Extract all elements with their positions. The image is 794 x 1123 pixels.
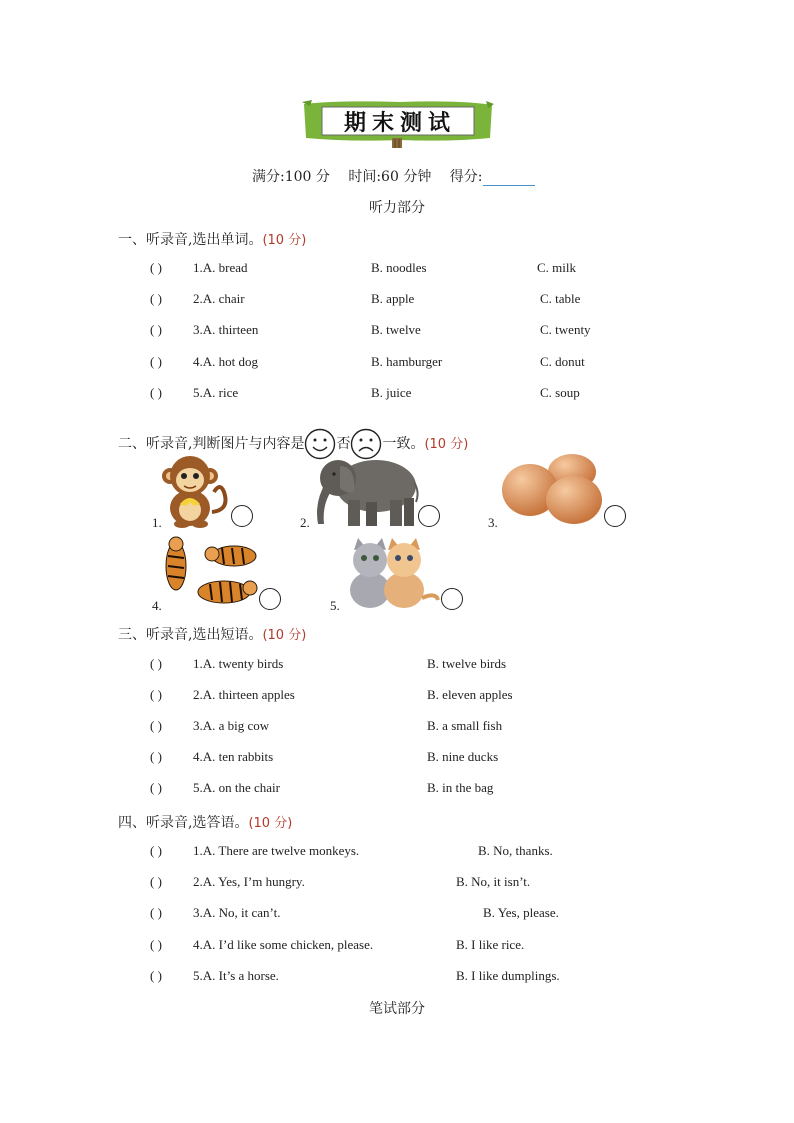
answer-circle-5[interactable]: [441, 588, 463, 610]
picture-item-4-number: 4.: [152, 598, 162, 613]
answer-bracket[interactable]: ( ): [150, 843, 162, 858]
picture-item-5-number: 5.: [330, 598, 340, 613]
option-q: 1.A. bread: [193, 260, 248, 275]
option-c: C. donut: [540, 353, 585, 369]
section-4-heading: 四、听录音,选答语。(10 分): [118, 815, 293, 831]
section-1-heading: 一、听录音,选出单词。(10 分): [118, 232, 307, 248]
option-b: B. twelve: [371, 322, 421, 338]
option-b: B. eleven apples: [427, 687, 513, 702]
answer-bracket[interactable]: ( ): [150, 780, 162, 795]
picture-item-1-number: 1.: [152, 515, 162, 530]
answer-bracket[interactable]: ( ): [150, 353, 162, 369]
score-blank[interactable]: [483, 171, 535, 186]
option-q: 4.A. ten rabbits: [193, 749, 274, 764]
option-b: B. hamburger: [371, 353, 443, 369]
time-limit: 时间:60 分钟: [348, 169, 432, 185]
monkey-image: [160, 452, 232, 528]
option-q: 2.A. chair: [193, 291, 245, 307]
answer-bracket[interactable]: ( ): [150, 384, 162, 400]
option-q: 5.A. on the chair: [193, 780, 281, 795]
option-q: 3.A. thirteen: [193, 322, 259, 338]
answer-bracket[interactable]: ( ): [150, 656, 162, 671]
answer-circle-1[interactable]: [231, 505, 253, 527]
option-c: C. twenty: [540, 322, 591, 338]
writing-part-heading: 笔试部分: [369, 1001, 425, 1017]
option-b: B. No, it isn’t.: [456, 874, 531, 890]
answer-bracket[interactable]: ( ): [150, 291, 162, 307]
option-b: B. nine ducks: [427, 749, 499, 764]
listening-part-heading: 听力部分: [369, 200, 425, 216]
option-b: B. twelve birds: [427, 656, 507, 671]
answer-bracket[interactable]: ( ): [150, 967, 162, 983]
answer-circle-4[interactable]: [259, 588, 281, 610]
option-q: 5.A. It’s a horse.: [193, 967, 279, 983]
kittens-image: [340, 536, 440, 610]
option-q: 2.A. thirteen apples: [193, 687, 295, 702]
option-b: B. I like dumplings.: [456, 967, 560, 983]
answer-bracket[interactable]: ( ): [150, 260, 162, 275]
score-label: 得分:: [449, 169, 483, 185]
option-q: 2.A. Yes, I’m hungry.: [193, 874, 305, 890]
picture-item-2-number: 2.: [300, 515, 310, 530]
section-3-heading: 三、听录音,选出短语。(10 分): [118, 627, 307, 643]
option-b: B. Yes, please.: [483, 905, 559, 921]
page-title: 期末测试: [343, 111, 456, 136]
option-c: C. milk: [537, 260, 577, 275]
option-b: B. juice: [371, 384, 412, 400]
picture-item-3-number: 3.: [488, 515, 498, 530]
option-q: 3.A. a big cow: [193, 718, 270, 733]
answer-bracket[interactable]: ( ): [150, 905, 162, 921]
option-b: B. noodles: [371, 260, 427, 275]
tigers-image: [162, 536, 260, 610]
option-c: C. table: [540, 291, 581, 307]
section-2-heading: 二、听录音,判断图片与内容是 否 一致。(10 分): [118, 428, 468, 460]
option-q: 3.A. No, it can’t.: [193, 905, 281, 921]
option-b: B. I like rice.: [456, 936, 525, 952]
answer-bracket[interactable]: ( ): [150, 936, 162, 952]
option-q: 5.A. rice: [193, 384, 239, 400]
answer-bracket[interactable]: ( ): [150, 322, 162, 338]
full-score: 满分:100 分: [252, 169, 330, 185]
answer-bracket[interactable]: ( ): [150, 718, 162, 733]
option-b: B. apple: [371, 291, 415, 307]
answer-bracket[interactable]: ( ): [150, 874, 162, 890]
answer-bracket[interactable]: ( ): [150, 687, 162, 702]
exam-meta: [252, 166, 535, 186]
elephant-image: [310, 452, 420, 528]
option-b: B. a small fish: [427, 718, 503, 733]
option-q: 4.A. I’d like some chicken, please.: [193, 936, 374, 952]
option-b: B. No, thanks.: [478, 843, 553, 858]
option-c: C. soup: [540, 384, 580, 400]
answer-circle-3[interactable]: [604, 505, 626, 527]
answer-bracket[interactable]: ( ): [150, 749, 162, 764]
option-q: 4.A. hot dog: [193, 353, 258, 369]
answer-circle-2[interactable]: [418, 505, 440, 527]
eggs-image: [500, 452, 604, 526]
option-b: B. in the bag: [427, 780, 494, 795]
option-q: 1.A. There are twelve monkeys.: [193, 843, 360, 858]
option-q: 1.A. twenty birds: [193, 656, 284, 671]
